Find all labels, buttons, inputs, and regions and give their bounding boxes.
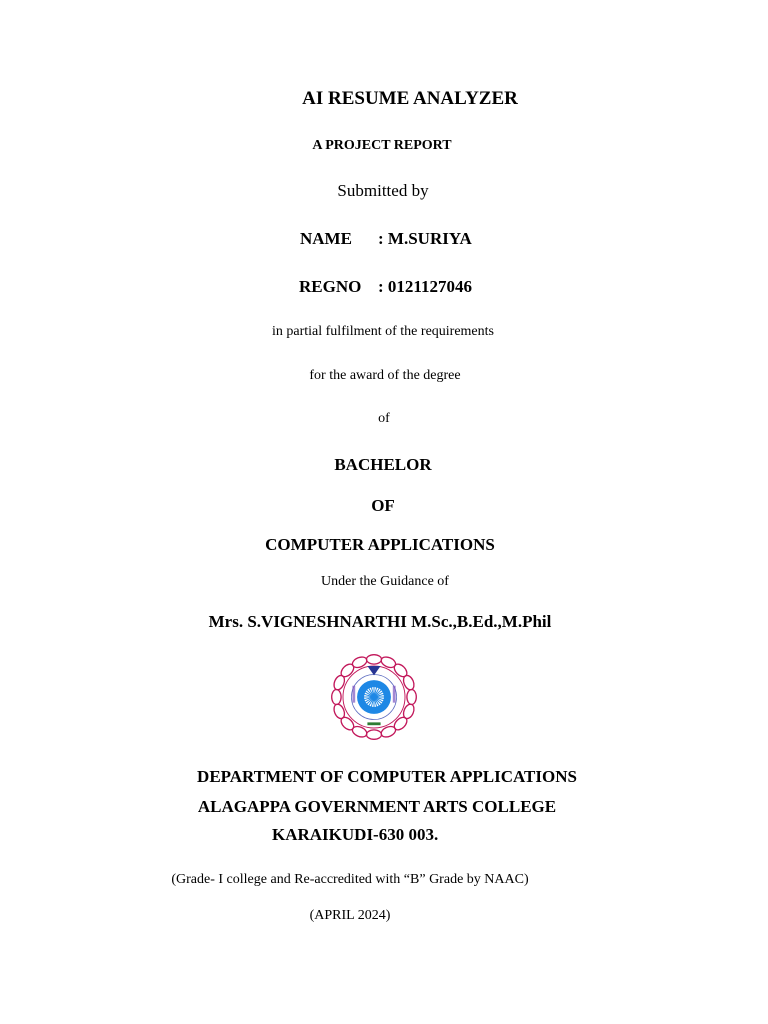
college-city: KARAIKUDI-630 003. <box>272 825 439 844</box>
report-title: AI RESUME ANALYZER <box>302 88 518 109</box>
name-value: : M.SURIYA <box>378 229 472 248</box>
guide-name: Mrs. S.VIGNESHNARTHI M.Sc.,B.Ed.,M.Phil <box>208 612 552 631</box>
award-text: for the award of the degree <box>309 368 461 383</box>
emblem-petal <box>407 689 416 704</box>
of-text: of <box>378 411 390 426</box>
degree-line-1: BACHELOR <box>334 455 432 474</box>
requirements-text: in partial fulfilment of the requirements <box>272 324 494 339</box>
emblem-petal <box>332 689 341 704</box>
degree-line-2: OF <box>371 496 395 515</box>
guidance-text: Under the Guidance of <box>321 574 449 589</box>
regno-label: REGNO <box>299 277 362 296</box>
accreditation-text: (Grade- I college and Re-accredited with “B” Grade by NAAC) <box>171 872 529 887</box>
degree-line-3: COMPUTER APPLICATIONS <box>265 535 495 554</box>
emblem-petal <box>366 730 381 739</box>
department-name: DEPARTMENT OF COMPUTER APPLICATIONS <box>197 767 577 786</box>
college-name: ALAGAPPA GOVERNMENT ARTS COLLEGE <box>197 797 557 816</box>
college-emblem-icon <box>327 650 421 744</box>
report-date: (APRIL 2024) <box>309 908 391 923</box>
regno-value: : 0121127046 <box>378 277 472 296</box>
name-label: NAME <box>300 229 352 248</box>
submitted-by-text: Submitted by <box>337 181 429 200</box>
emblem-petal <box>366 655 381 664</box>
report-subtitle: A PROJECT REPORT <box>312 138 452 153</box>
